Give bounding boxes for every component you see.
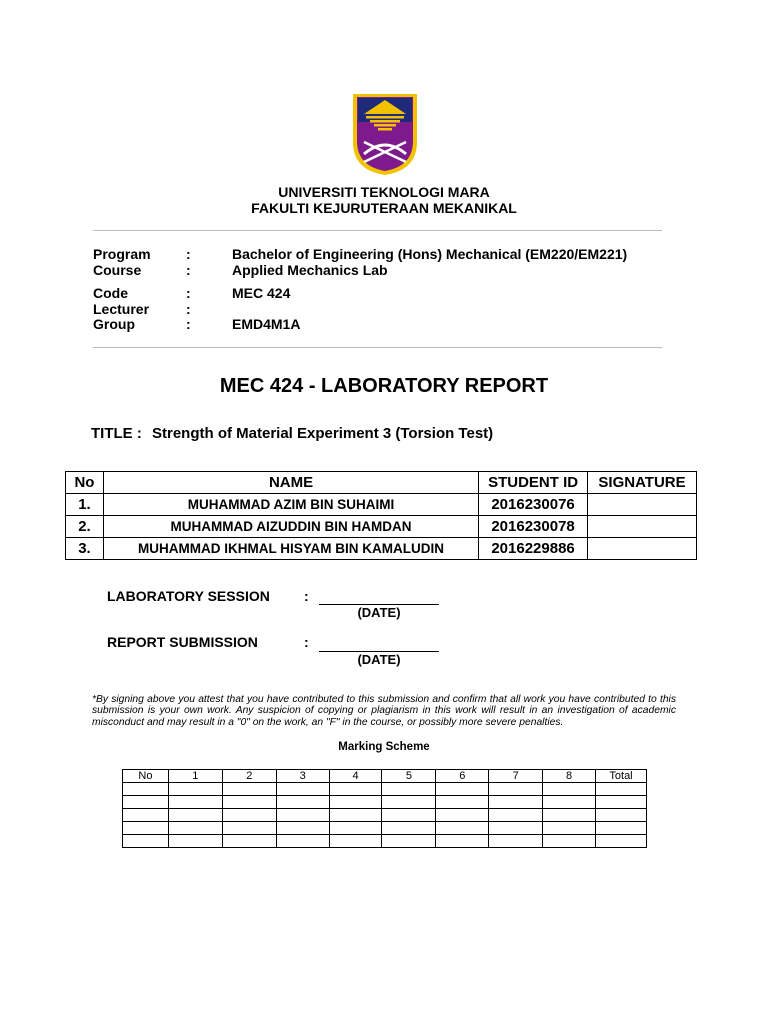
marks-header-cell: 7: [489, 770, 543, 783]
marks-row: [123, 783, 647, 796]
marks-row: [123, 809, 647, 822]
table-row: [66, 516, 697, 538]
row-signature: [588, 494, 697, 516]
row-name: MUHAMMAD IKHMAL HISYAM BIN KAMALUDIN: [103, 538, 478, 560]
info-key: Code: [93, 285, 128, 301]
lab-session-colon: :: [304, 588, 309, 604]
header-signature: SIGNATURE: [588, 472, 697, 494]
header-no: No: [66, 472, 104, 494]
row-no: 1.: [66, 494, 104, 516]
report-submission-date-label: (DATE): [357, 652, 401, 667]
header-student-id: STUDENT ID: [479, 472, 588, 494]
info-key: Group: [93, 316, 135, 332]
members-table: [65, 471, 697, 560]
info-key: Course: [93, 262, 142, 278]
row-signature: [588, 538, 697, 560]
divider-top: [93, 230, 662, 231]
info-value: EMD4M1A: [232, 316, 301, 332]
info-colon: :: [186, 262, 191, 278]
university-name: UNIVERSITI TEKNOLOGI MARA: [278, 184, 490, 200]
table-row: [66, 538, 697, 560]
row-no: 2.: [66, 516, 104, 538]
row-signature: [588, 516, 697, 538]
faculty-name: FAKULTI KEJURUTERAAN MEKANIKAL: [251, 200, 517, 216]
marks-header-cell: 8: [543, 770, 596, 783]
row-student-id: 2016229886: [479, 538, 588, 560]
info-value: Bachelor of Engineering (Hons) Mechanical (EM220/EM221): [232, 246, 628, 262]
table-row: [66, 494, 697, 516]
title-label: TITLE :: [91, 425, 142, 442]
marks-header-cell: 6: [436, 770, 489, 783]
divider-bottom: [93, 347, 662, 348]
report-submission-colon: :: [304, 634, 309, 650]
marking-header-row: [123, 770, 647, 783]
report-heading: MEC 424 - LABORATORY REPORT: [219, 375, 549, 397]
lab-session-date-label: (DATE): [357, 605, 401, 620]
info-value: Applied Mechanics Lab: [232, 262, 388, 278]
marks-header-cell: 5: [382, 770, 436, 783]
info-key: Lecturer: [93, 301, 150, 317]
marking-scheme-table: [122, 769, 647, 848]
marks-header-cell: No: [123, 770, 169, 783]
info-colon: :: [186, 285, 191, 301]
marks-header-cell: 2: [222, 770, 276, 783]
disclaimer-text: *By signing above you attest that you have contributed to this submission and confirm that all work you have contributed to this submission is your own work. Any suspicion of copying or plagiarism in this work will result in an investigation of academic misconduct and may result in a "0" on the work, an "F" in the course, or possibly more severe penalties.: [92, 694, 676, 728]
title-value: Strength of Material Experiment 3 (Torsion Test): [152, 425, 494, 442]
report-submission-label: REPORT SUBMISSION: [107, 634, 258, 650]
marks-row: [123, 835, 647, 848]
info-value: MEC 424: [232, 285, 291, 301]
marks-row: [123, 822, 647, 835]
university-crest-logo: [350, 92, 420, 176]
row-student-id: 2016230078: [479, 516, 588, 538]
marks-header-cell: 4: [329, 770, 382, 783]
lab-session-label: LABORATORY SESSION: [107, 588, 270, 604]
header-name: NAME: [103, 472, 478, 494]
marks-header-cell: 3: [276, 770, 329, 783]
report-title: [91, 425, 493, 442]
info-colon: :: [186, 316, 191, 332]
members-header-row: [66, 472, 697, 494]
row-no: 3.: [66, 538, 104, 560]
row-name: MUHAMMAD AZIM BIN SUHAIMI: [103, 494, 478, 516]
row-student-id: 2016230076: [479, 494, 588, 516]
info-key: Program: [93, 246, 151, 262]
marks-header-cell: Total: [596, 770, 647, 783]
marks-row: [123, 796, 647, 809]
info-colon: :: [186, 301, 191, 317]
marking-scheme-title: Marking Scheme: [338, 741, 430, 753]
info-colon: :: [186, 246, 191, 262]
marks-header-cell: 1: [168, 770, 222, 783]
row-name: MUHAMMAD AIZUDDIN BIN HAMDAN: [103, 516, 478, 538]
